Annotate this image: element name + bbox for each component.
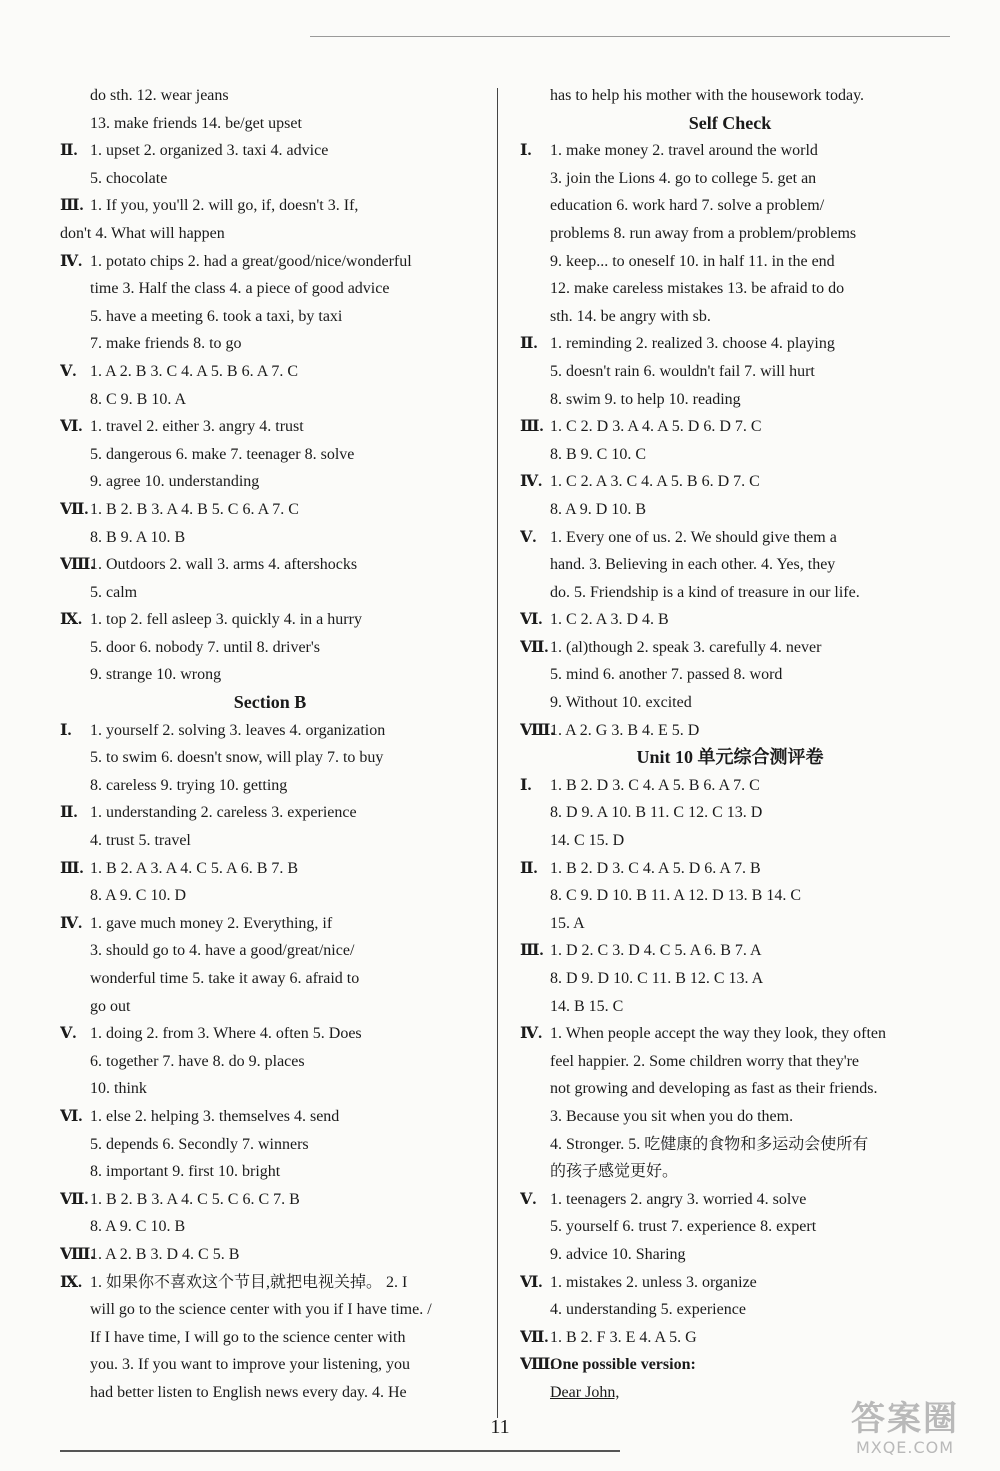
roman-numeral: Ⅰ. — [520, 776, 532, 794]
roman-numeral: Ⅱ. — [520, 335, 538, 353]
answer-text: 5. doesn't rain 6. wouldn't fail 7. will hurt — [550, 362, 815, 380]
left-answer-line — [60, 661, 480, 689]
answer-text: 1. upset 2. organized 3. taxi 4. advice — [90, 142, 329, 160]
left-answer-line — [60, 1324, 480, 1352]
right-answer-line — [520, 993, 940, 1021]
roman-numeral: Ⅳ. — [520, 1025, 543, 1043]
answer-text: 12. make careless mistakes 13. be afraid to do — [550, 280, 845, 298]
answer-text: 1. D 2. C 3. D 4. C 5. A 6. B 7. A — [550, 942, 762, 960]
left-answer-line — [60, 413, 480, 441]
answer-text: 5. dangerous 6. make 7. teenager 8. solve — [90, 445, 355, 463]
right-answer-line — [520, 1324, 940, 1352]
left-answer-line — [60, 993, 480, 1021]
roman-numeral: Ⅵ. — [60, 1107, 83, 1125]
answer-text: 14. B 15. C — [550, 997, 624, 1015]
roman-numeral: Ⅱ. — [60, 804, 78, 822]
right-answer-line — [520, 689, 940, 717]
right-answer-line — [520, 248, 940, 276]
answer-text: 1. B 2. A 3. A 4. C 5. A 6. B 7. B — [90, 859, 299, 877]
roman-numeral: Ⅶ. — [60, 1190, 89, 1208]
left-answer-line — [60, 744, 480, 772]
answer-text: 1. understanding 2. careless 3. experience — [90, 804, 357, 822]
roman-numeral: Ⅴ. — [520, 1190, 537, 1208]
watermark — [830, 1400, 980, 1462]
answer-text: 3. join the Lions 4. go to college 5. get an — [550, 169, 817, 187]
answer-text: 1. B 2. B 3. A 4. B 5. C 6. A 7. C — [90, 500, 299, 518]
right-answer-line — [520, 551, 940, 579]
answer-text: 9. strange 10. wrong — [90, 666, 222, 684]
answer-text: 4. trust 5. travel — [90, 832, 191, 850]
answer-text: 13. make friends 14. be/get upset — [90, 114, 302, 132]
left-answer-line — [60, 1020, 480, 1048]
roman-numeral: Ⅶ. — [60, 500, 89, 518]
answer-text: Dear John, — [550, 1383, 620, 1401]
answer-text: 1. potato chips 2. had a great/good/nice/wonderful — [90, 252, 412, 270]
right-answer-line — [520, 1131, 940, 1159]
answer-text: 1. B 2. F 3. E 4. A 5. G — [550, 1328, 697, 1346]
answer-text: 1. A 2. B 3. C 4. A 5. B 6. A 7. C — [90, 362, 299, 380]
right-answer-line — [520, 827, 940, 855]
answer-text: 1. When people accept the way they look, they often — [550, 1025, 887, 1043]
answer-text: has to help his mother with the housework today. — [550, 87, 865, 104]
roman-numeral: Ⅳ. — [60, 914, 83, 932]
right-answer-line — [520, 1048, 940, 1076]
left-answer-line — [60, 275, 480, 303]
left-answer-line — [60, 386, 480, 414]
answer-text: 5. yourself 6. trust 7. experience 8. expert — [550, 1218, 817, 1236]
answer-text: 1. C 2. A 3. D 4. B — [550, 611, 669, 629]
answer-text: 5. mind 6. another 7. passed 8. word — [550, 666, 783, 684]
left-answer-line — [60, 1213, 480, 1241]
left-answer-line — [60, 827, 480, 855]
left-answer-line — [60, 551, 480, 579]
answer-text: 10. think — [90, 1080, 147, 1098]
answer-text: 15. A — [550, 914, 585, 932]
right-answer-line — [520, 1296, 940, 1324]
right-answer-line — [520, 1075, 940, 1103]
right-answer-line — [520, 1241, 940, 1269]
roman-numeral: Ⅲ. — [520, 418, 544, 436]
roman-numeral: Ⅶ. — [520, 638, 549, 656]
answer-text: 9. advice 10. Sharing — [550, 1245, 686, 1263]
answer-text: 1. B 2. D 3. C 4. A 5. B 6. A 7. C — [550, 776, 760, 794]
answer-text: 1. C 2. A 3. C 4. A 5. B 6. D 7. C — [550, 473, 760, 491]
answer-text: 1. B 2. D 3. C 4. A 5. D 6. A 7. B — [550, 859, 761, 877]
left-answer-line — [60, 965, 480, 993]
left-answer-line — [60, 192, 480, 220]
answer-text: 1. 如果你不喜欢这个节目,就把电视关掉。 2. I — [90, 1273, 408, 1291]
left-answer-line — [60, 1075, 480, 1103]
left-answer-line — [60, 248, 480, 276]
right-answer-line — [520, 579, 940, 607]
answer-text: do sth. 12. wear jeans — [90, 87, 229, 104]
answer-text: 1. (al)though 2. speak 3. carefully 4. never — [550, 638, 822, 656]
answer-text: you. 3. If you want to improve your listening, you — [90, 1356, 410, 1374]
answer-text: 5. have a meeting 6. took a taxi, by taxi — [90, 307, 343, 325]
answer-text: If I have time, I will go to the science center with — [90, 1328, 406, 1346]
left-column — [60, 82, 480, 1407]
answer-text: 5. chocolate — [90, 169, 168, 187]
right-section-heading: Unit 10 单元综合测评卷 — [636, 747, 824, 768]
left-answer-line — [60, 1103, 480, 1131]
right-answer-line — [520, 882, 940, 910]
answer-text: 9. keep... to oneself 10. in half 11. in the end — [550, 252, 835, 270]
right-answer-line — [520, 192, 940, 220]
left-answer-line — [60, 110, 480, 138]
answer-text: 8. A 9. D 10. B — [550, 500, 647, 518]
roman-numeral: Ⅵ. — [520, 1273, 543, 1291]
right-answer-line — [520, 717, 940, 745]
answer-text: 1. doing 2. from 3. Where 4. often 5. Does — [90, 1025, 362, 1043]
left-answer-line — [60, 358, 480, 386]
left-answer-line — [60, 303, 480, 331]
right-answer-line — [520, 330, 940, 358]
answer-text: 8. C 9. B 10. A — [90, 390, 187, 408]
left-answer-line — [60, 1158, 480, 1186]
answer-text: 5. calm — [90, 583, 138, 601]
right-answer-line — [520, 275, 940, 303]
left-answer-line — [60, 882, 480, 910]
right-answer-line — [520, 303, 940, 331]
right-answer-line — [520, 468, 940, 496]
left-answer-line — [60, 772, 480, 800]
answer-text: 1. A 2. G 3. B 4. E 5. D — [550, 721, 700, 739]
watermark-logo: 答案圈 — [851, 1399, 959, 1439]
answer-text: 9. Without 10. excited — [550, 694, 692, 712]
roman-numeral: Ⅱ. — [520, 859, 538, 877]
roman-numeral: Ⅲ. — [60, 197, 84, 215]
left-answer-line — [60, 1241, 480, 1269]
roman-numeral: Ⅱ. — [60, 142, 78, 160]
answer-text: 4. understanding 5. experience — [550, 1301, 746, 1319]
answer-text: hand. 3. Believing in each other. 4. Yes, they — [550, 556, 836, 574]
answer-text: 1. If you, you'll 2. will go, if, doesn't 3. If, — [90, 197, 359, 215]
left-answer-line — [60, 1379, 480, 1407]
answer-text: 8. B 9. C 10. C — [550, 445, 647, 463]
roman-numeral: Ⅲ. — [60, 859, 84, 877]
right-answer-line — [520, 910, 940, 938]
roman-numeral: Ⅲ. — [520, 942, 544, 960]
right-answer-line — [520, 441, 940, 469]
right-answer-line — [520, 413, 940, 441]
left-answer-line — [60, 855, 480, 883]
left-answer-line — [60, 496, 480, 524]
left-answer-line — [60, 1048, 480, 1076]
answer-text: 8. important 9. first 10. bright — [90, 1163, 281, 1181]
answer-text: 6. together 7. have 8. do 9. places — [90, 1052, 305, 1070]
roman-numeral: Ⅴ. — [60, 362, 77, 380]
answer-text: 5. door 6. nobody 7. until 8. driver's — [90, 638, 320, 656]
top-rule — [310, 36, 950, 37]
answer-text: 的孩子感觉更好。 — [550, 1163, 679, 1181]
answer-text: 3. Because you sit when you do them. — [550, 1107, 794, 1125]
right-answer-line — [520, 606, 940, 634]
answer-text: 8. A 9. C 10. B — [90, 1218, 186, 1236]
right-answer-line — [520, 1269, 940, 1297]
left-section-heading: Section B — [233, 692, 307, 713]
left-answer-line — [60, 937, 480, 965]
left-answer-line — [60, 910, 480, 938]
answer-text: 8. D 9. A 10. B 11. C 12. C 13. D — [550, 804, 763, 822]
roman-numeral: Ⅳ. — [520, 473, 543, 491]
answer-text: feel happier. 2. Some children worry that they're — [550, 1052, 859, 1070]
answer-text: 1. A 2. B 3. D 4. C 5. B — [90, 1245, 240, 1263]
left-answer-line — [60, 468, 480, 496]
roman-numeral: Ⅷ. — [520, 721, 555, 739]
right-answer-line — [520, 772, 940, 800]
answer-text: do. 5. Friendship is a kind of treasure in our life. — [550, 583, 860, 601]
answer-text: not growing and developing as fast as their friends. — [550, 1080, 878, 1098]
answer-text: 5. depends 6. Secondly 7. winners — [90, 1135, 309, 1153]
right-answer-line — [520, 965, 940, 993]
right-answer-line — [520, 1158, 940, 1186]
answer-text: 1. B 2. B 3. A 4. C 5. C 6. C 7. B — [90, 1190, 300, 1208]
roman-numeral: Ⅰ. — [520, 142, 532, 160]
answer-text: 8. D 9. D 10. C 11. B 12. C 13. A — [550, 970, 764, 987]
left-answer-line — [60, 330, 480, 358]
left-answer-line — [60, 579, 480, 607]
roman-numeral: Ⅳ. — [60, 252, 83, 270]
answer-text: wonderful time 5. take it away 6. afraid to — [90, 970, 360, 987]
right-answer-line — [520, 1213, 940, 1241]
roman-numeral: Ⅰ. — [60, 721, 72, 739]
answer-text: 1. top 2. fell asleep 3. quickly 4. in a hurry — [90, 611, 362, 629]
answer-text: 1. reminding 2. realized 3. choose 4. playing — [550, 335, 835, 353]
roman-numeral: Ⅵ. — [60, 418, 83, 436]
answer-text: 1. Outdoors 2. wall 3. arms 4. aftershocks — [90, 556, 358, 574]
right-answer-line — [520, 220, 940, 248]
left-answer-line — [60, 137, 480, 165]
column-divider — [497, 88, 498, 1418]
left-answer-line — [60, 1186, 480, 1214]
answer-text: 5. to swim 6. doesn't snow, will play 7. to buy — [90, 749, 384, 767]
right-answer-line — [520, 358, 940, 386]
roman-numeral: Ⅸ. — [60, 1273, 83, 1291]
left-answer-line — [60, 441, 480, 469]
answer-text: 9. agree 10. understanding — [90, 473, 260, 491]
right-answer-line — [520, 799, 940, 827]
right-column — [520, 82, 940, 1407]
left-answer-line — [60, 799, 480, 827]
answer-text: 8. C 9. D 10. B 11. A 12. D 13. B 14. C — [550, 887, 801, 905]
answer-text: 8. B 9. A 10. B — [90, 528, 186, 546]
right-answer-line — [520, 661, 940, 689]
left-answer-line — [60, 717, 480, 745]
roman-numeral: Ⅸ. — [60, 611, 83, 629]
right-answer-line — [520, 634, 940, 662]
watermark-text: MXQE.COM — [855, 1438, 955, 1457]
right-answer-line — [520, 165, 940, 193]
right-answer-line — [520, 937, 940, 965]
answer-text: 1. gave much money 2. Everything, if — [90, 914, 333, 932]
left-answer-line — [60, 1131, 480, 1159]
right-answer-line — [520, 386, 940, 414]
roman-numeral: Ⅷ. — [60, 1245, 95, 1263]
roman-numeral: Ⅵ. — [520, 611, 543, 629]
roman-numeral: Ⅷ. — [520, 1356, 555, 1374]
left-answer-line — [60, 165, 480, 193]
answer-text: 1. yourself 2. solving 3. leaves 4. organization — [90, 721, 386, 739]
answer-text: 1. C 2. D 3. A 4. A 5. D 6. D 7. C — [550, 418, 762, 436]
answer-text: sth. 14. be angry with sb. — [550, 307, 711, 325]
roman-numeral: Ⅴ. — [60, 1025, 77, 1043]
answer-text: 8. swim 9. to help 10. reading — [550, 390, 741, 408]
answer-text: don't 4. What will happen — [60, 224, 225, 242]
right-answer-line — [520, 137, 940, 165]
roman-numeral: Ⅴ. — [520, 528, 537, 546]
answer-text: 1. mistakes 2. unless 3. organize — [550, 1273, 757, 1291]
answer-text: will go to the science center with you if I have time. / — [90, 1301, 432, 1319]
right-answer-line — [520, 1020, 940, 1048]
bottom-rule — [60, 1450, 620, 1452]
left-answer-line — [60, 524, 480, 552]
left-answer-line — [60, 1269, 480, 1297]
roman-numeral: Ⅶ. — [520, 1328, 549, 1346]
left-answer-line — [60, 220, 480, 248]
right-answer-line — [520, 524, 940, 552]
answer-text: 8. A 9. C 10. D — [90, 887, 187, 905]
left-answer-line — [60, 634, 480, 662]
answer-text: 1. travel 2. either 3. angry 4. trust — [90, 418, 304, 436]
answer-text: 1. teenagers 2. angry 3. worried 4. solve — [550, 1190, 807, 1208]
roman-numeral: Ⅷ. — [60, 556, 95, 574]
right-section-heading: Self Check — [688, 112, 772, 133]
right-answer-line — [520, 1351, 940, 1379]
left-answer-line — [60, 82, 480, 110]
answer-text: education 6. work hard 7. solve a problem/ — [550, 197, 825, 215]
answer-text: go out — [90, 997, 131, 1015]
answer-text: time 3. Half the class 4. a piece of good advice — [90, 280, 390, 298]
answer-text: had better listen to English news every day. 4. He — [90, 1383, 407, 1401]
answer-text: 1. make money 2. travel around the world — [550, 142, 818, 160]
page-number: 11 — [490, 1416, 510, 1438]
left-answer-line — [60, 1296, 480, 1324]
right-answer-line — [520, 496, 940, 524]
left-answer-line — [60, 1351, 480, 1379]
answer-text: 1. Every one of us. 2. We should give them a — [550, 528, 837, 546]
answer-text: 4. Stronger. 5. 吃健康的食物和多运动会使所有 — [550, 1135, 869, 1153]
answer-text: 1. else 2. helping 3. themselves 4. send — [90, 1107, 340, 1125]
answer-text: 8. careless 9. trying 10. getting — [90, 776, 288, 794]
right-answer-line — [520, 82, 940, 110]
left-answer-line — [60, 606, 480, 634]
right-answer-line — [520, 1103, 940, 1131]
answer-text: 7. make friends 8. to go — [90, 335, 242, 353]
right-answer-line — [520, 1186, 940, 1214]
right-answer-line — [520, 855, 940, 883]
answer-text: One possible version: — [550, 1356, 696, 1374]
answer-text: problems 8. run away from a problem/problems — [550, 224, 857, 242]
answer-text: 14. C 15. D — [550, 832, 625, 850]
answer-text: 3. should go to 4. have a good/great/nice/ — [90, 942, 355, 960]
